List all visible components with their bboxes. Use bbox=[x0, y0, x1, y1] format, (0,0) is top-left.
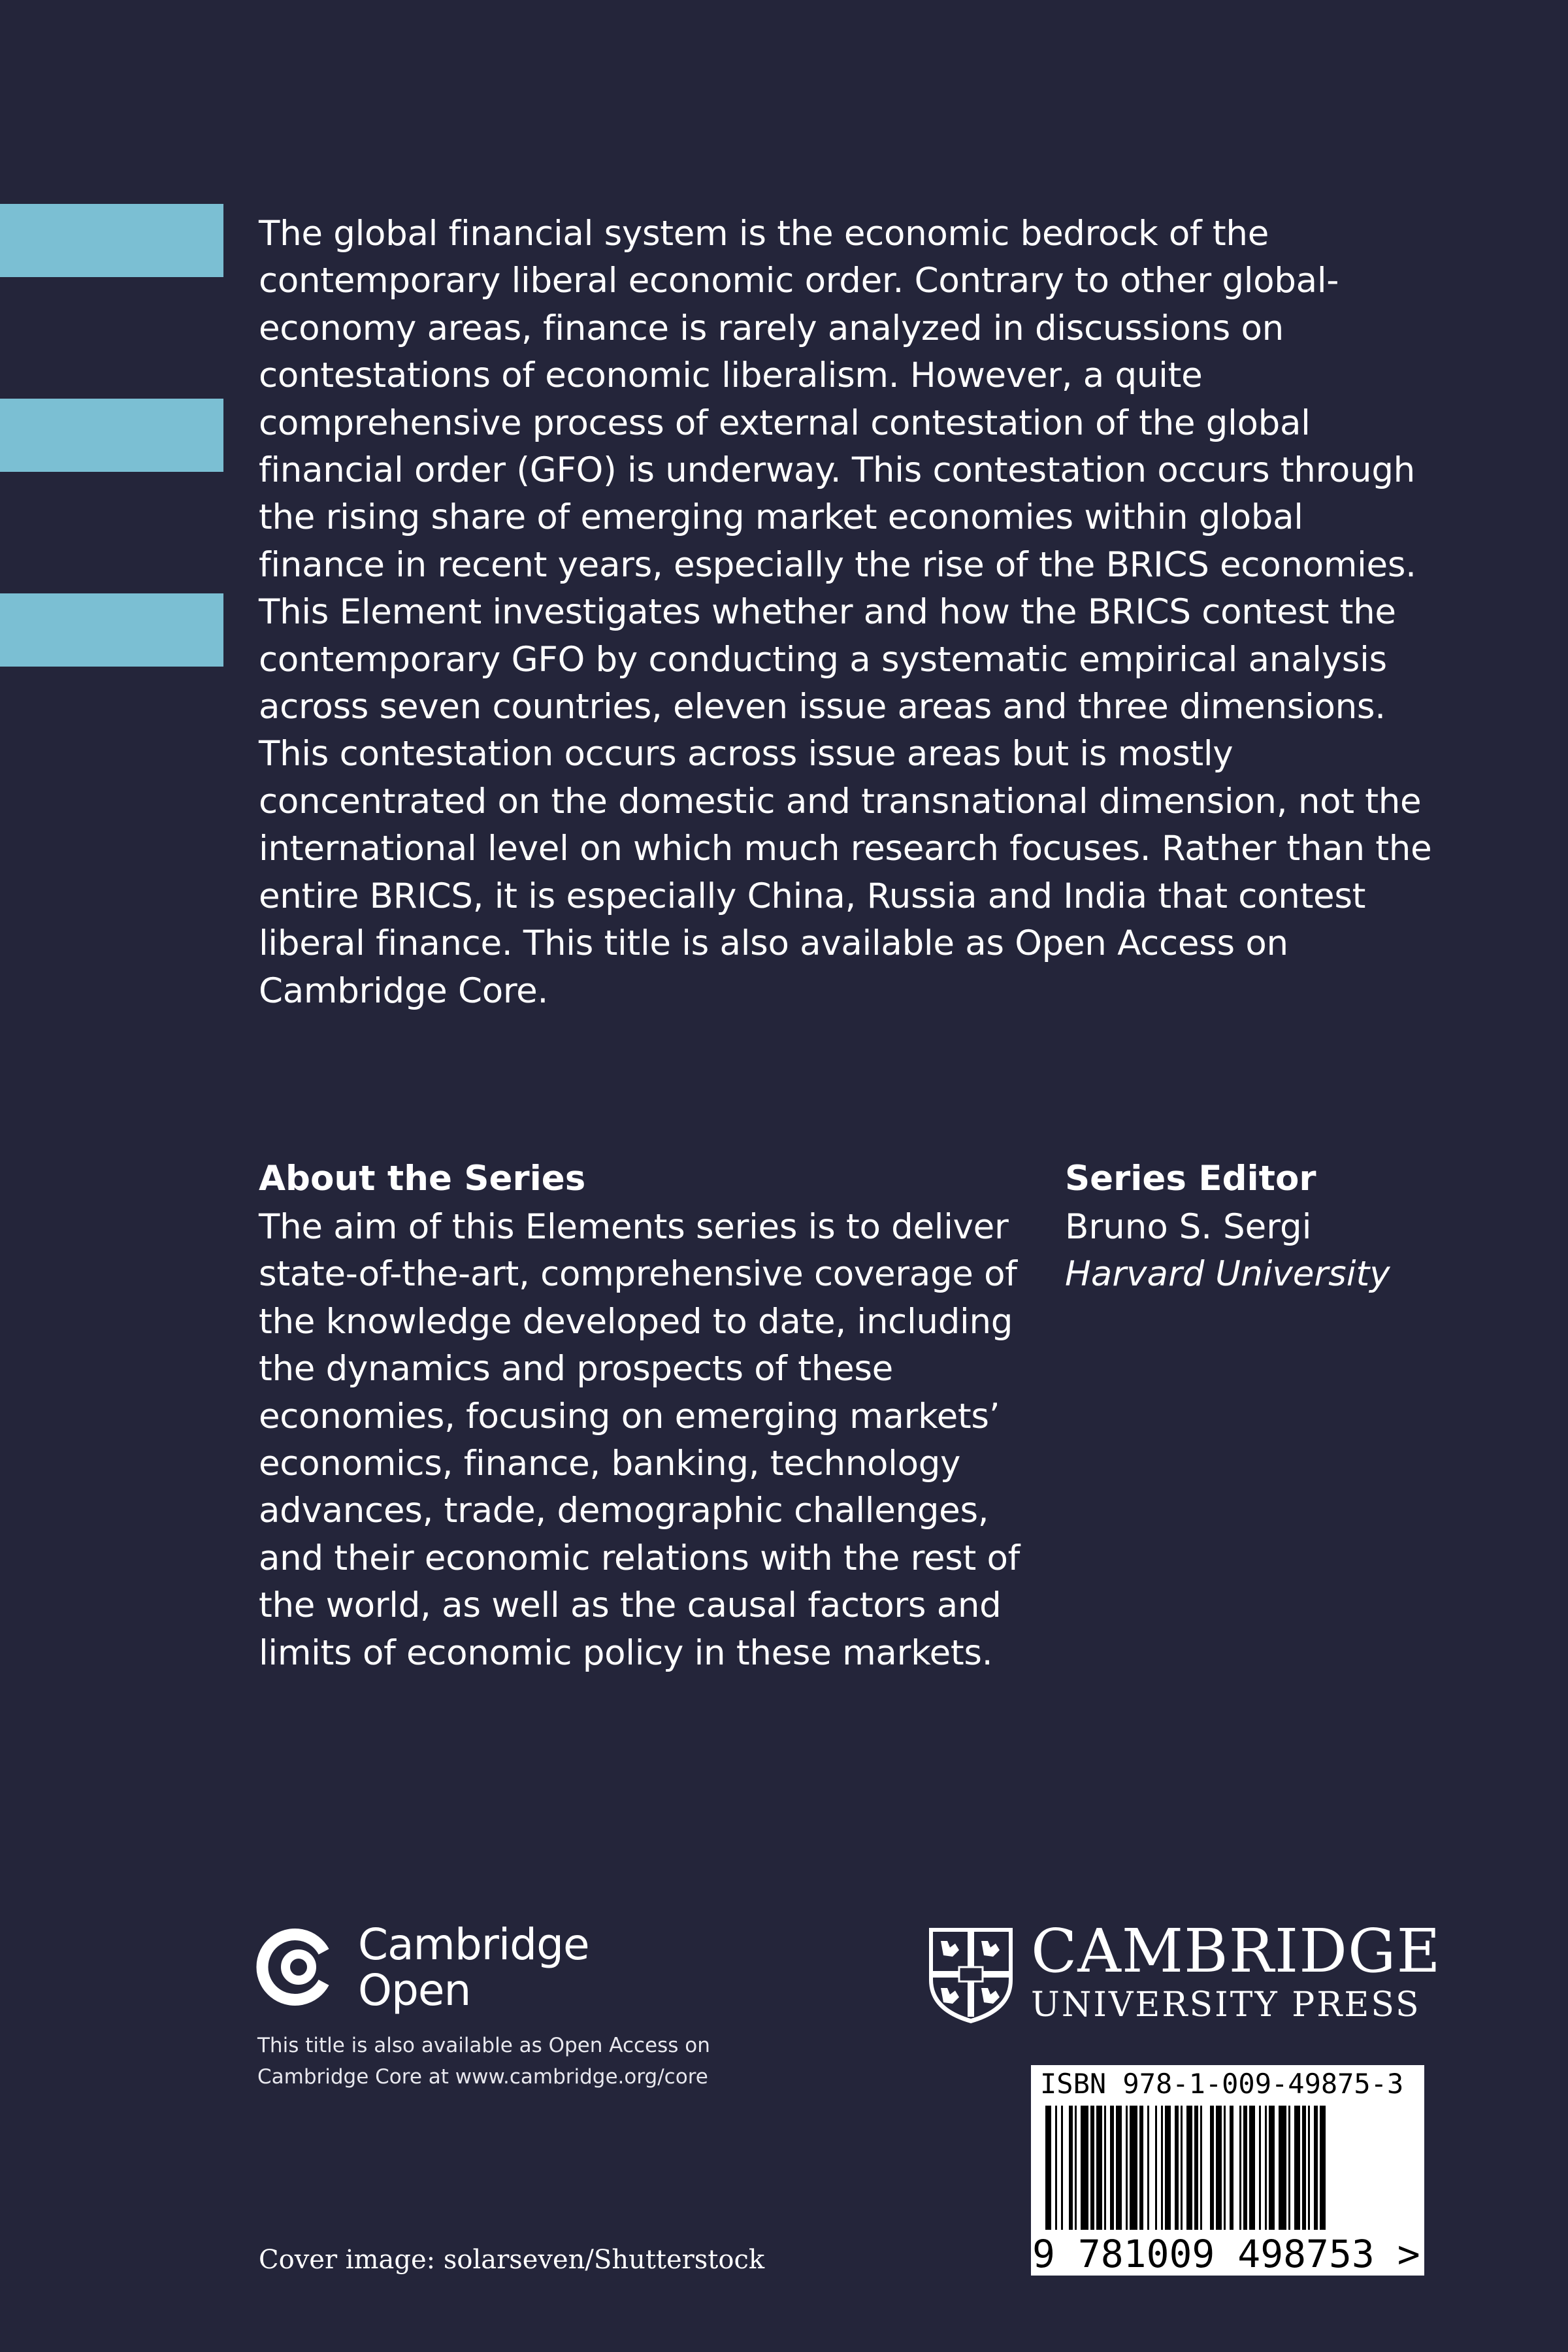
about-series-heading: About the Series bbox=[259, 1159, 586, 1199]
accent-bar-2 bbox=[0, 399, 223, 472]
book-blurb: The global financial system is the economic bedrock of the contemporary liberal economic order. Contrary to other global-economy areas, finance is rarely analyzed in discussions on contestations of economic liberalism. However, a quite comprehensive process of external contestation of the global financial order (GFO) is underway. This contestation occurs through the rising share of emerging market economies within global finance in recent years, especially the rise of the BRICS economies. This Element investigates whether and how the BRICS contest the contemporary GFO by conducting a systematic empirical analysis across seven countries, eleven issue areas and three dimensions. This contestation occurs across issue areas but is mostly concentrated on the domestic and transnational dimension, not the international level on which much research focuses. Rather than the entire BRICS, it is especially China, Russia and India that contest liberal finance. This title is also available as Open Access on Cambridge Core. bbox=[259, 214, 1432, 1011]
isbn-label: ISBN 978-1-009-49875-3 bbox=[1040, 2068, 1404, 2100]
cambridge-open-wordmark-line1: Cambridge bbox=[358, 1919, 589, 1970]
open-access-note-line2: Cambridge Core at www.cambridge.org/core bbox=[257, 2065, 708, 2089]
accent-bar-1 bbox=[0, 204, 223, 277]
cambridge-university-press-wordmark-line1: CAMBRIDGE bbox=[1031, 1916, 1441, 1986]
cambridge-open-logo-icon bbox=[256, 1925, 341, 2010]
cambridge-university-press-wordmark-line2: UNIVERSITY PRESS bbox=[1031, 1985, 1421, 2025]
about-series-body: The aim of this Elements series is to deliver state-of-the-art, comprehensive coverage of the knowledge developed to date, including the dynamics and prospects of these economies, focusing on emerging markets’ economics, finance, banking, technology advances, trade, demographic challenges, and their economic relations with the rest of the world, as well as the causal factors and limits of economic policy in these markets. bbox=[259, 1207, 1021, 1673]
cambridge-open-wordmark-line2: Open bbox=[358, 1965, 471, 2015]
isbn-digits: 9 781009 498753 > bbox=[1032, 2232, 1420, 2276]
university-crest-icon bbox=[926, 1925, 1015, 2025]
cover-image-credit: Cover image: solarseven/Shutterstock bbox=[259, 2245, 765, 2275]
accent-bar-3 bbox=[0, 593, 223, 667]
series-editor-name: Bruno S. Sergi bbox=[1065, 1207, 1312, 1247]
series-editor-affiliation: Harvard University bbox=[1065, 1254, 1390, 1294]
series-editor-heading: Series Editor bbox=[1065, 1159, 1316, 1199]
barcode-icon bbox=[1040, 2106, 1414, 2235]
open-access-note-line1: This title is also available as Open Access on bbox=[257, 2034, 710, 2057]
